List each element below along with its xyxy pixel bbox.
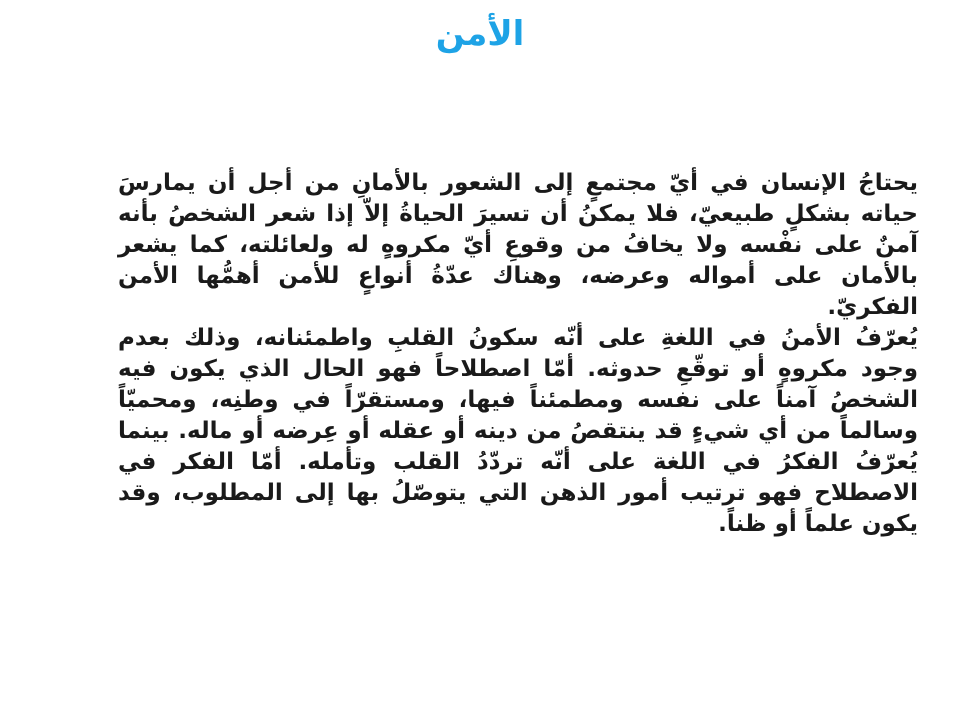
slide-title: الأمن xyxy=(435,14,525,54)
paragraph-intro: يحتاجُ الإنسان في أيّ مجتمعٍ إلى الشعور بالأمانِ من أجل أن يمارسَ حياته بشكلٍ طبيعيّ، فلا يمكنُ أن تسيرَ الحياةُ إلاّ إذا شعر الشخصُ بأنه آمنٌ على نفْسه ولا يخافُ من وقوعِ أيّ مكروهٍ له ولعائلته، كما يشعر بالأمان على أمواله وعرضه، وهناك عدّةُ أنواعٍ للأمن أهمُّها الأمن الفكريّ. xyxy=(118,170,918,320)
slide-body xyxy=(118,168,918,540)
paragraph-definitions: يُعرّفُ الأمنُ في اللغةِ على أنّه سكونُ القلبِ واطمئنانه، وذلك بعدم وجود مكروهٍ أو توقّعِ حدوثه. أمّا اصطلاحاً فهو الحال الذي يكون فيه الشخصُ آمناً على نفسه ومطمئناً فيها، ومستقرّاً في وطنِه، ومحميّاً وسالماً من أي شيءٍ قد ينتقصُ من دينه أو عقله أو عِرضه أو ماله. بينما يُعرّفُ الفكرُ في اللغة على أنّه تردّدُ القلب وتأمله. أمّا الفكر في الاصطلاح فهو ترتيب أمور الذهن التي يتوصّلُ بها إلى المطلوب، وقد يكون علماً أو ظناً. xyxy=(118,325,918,537)
